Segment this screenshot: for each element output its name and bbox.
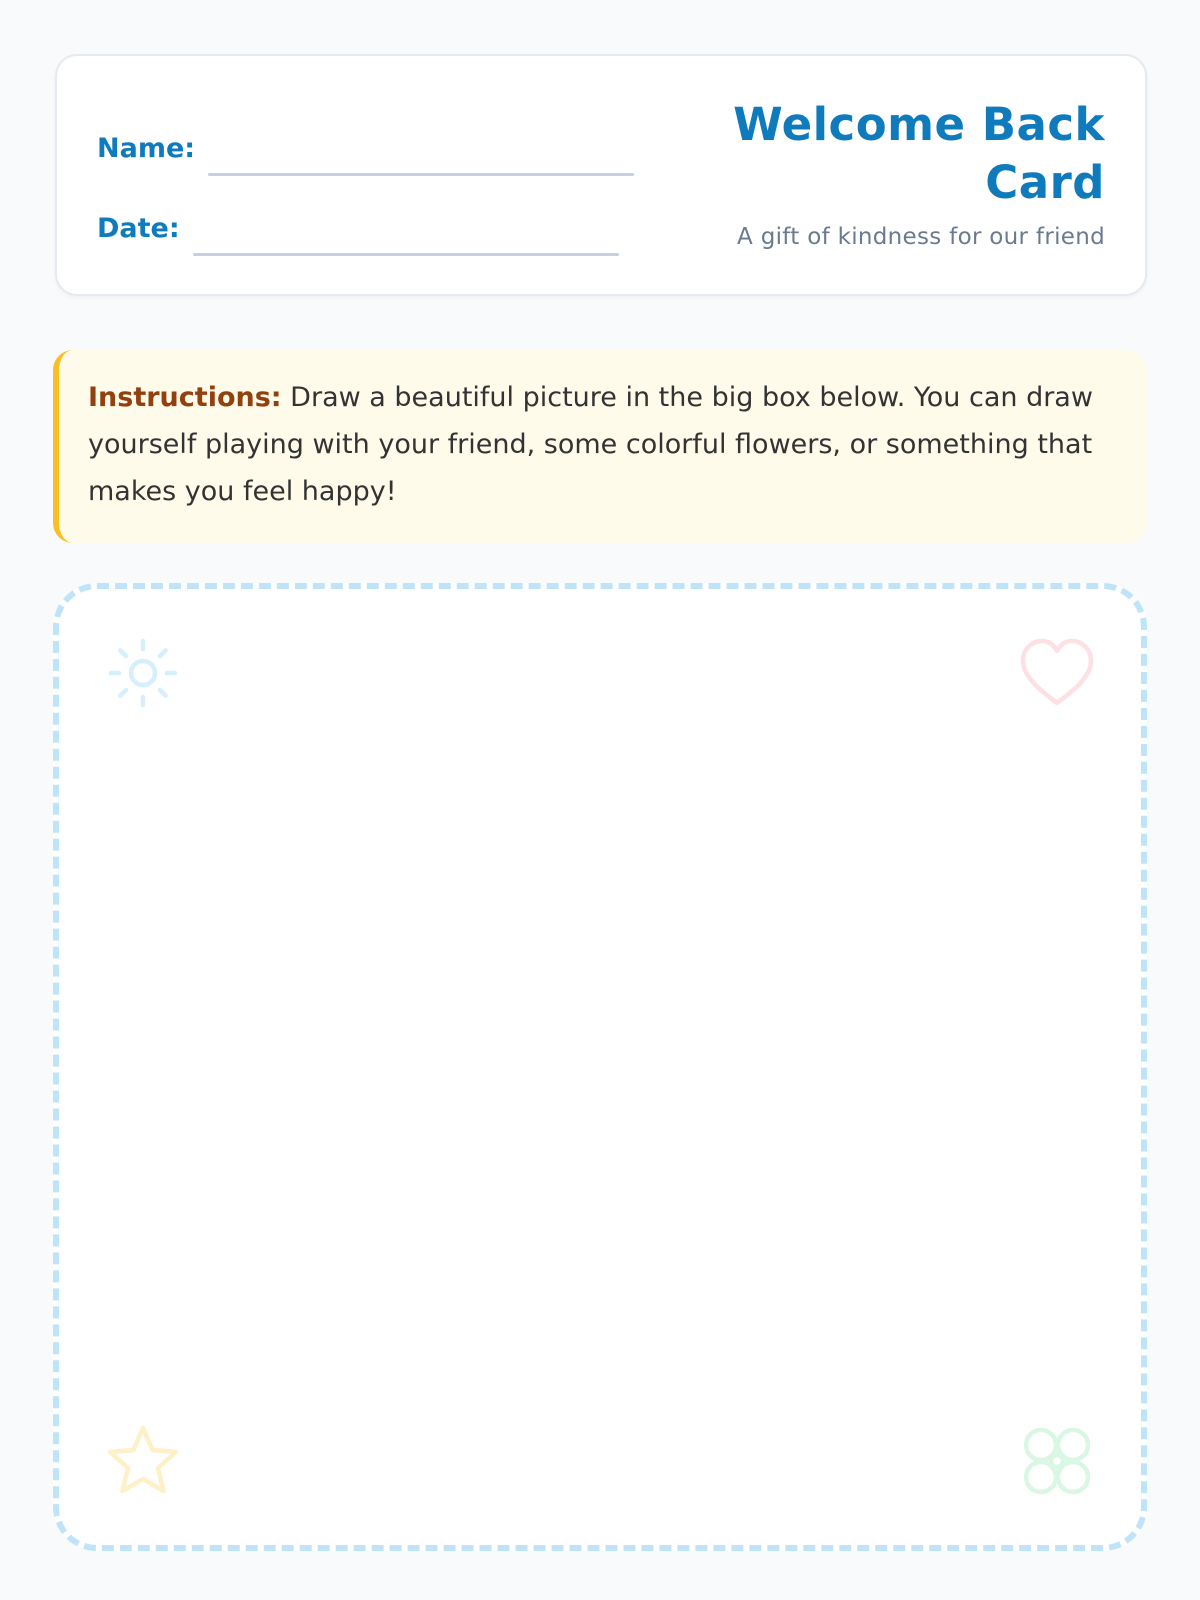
sun-icon xyxy=(103,633,183,713)
instructions-text xyxy=(88,374,1119,515)
flower-icon xyxy=(1017,1421,1097,1501)
date-write-line[interactable] xyxy=(193,253,619,256)
date-field xyxy=(97,210,619,248)
name-field xyxy=(97,130,634,168)
instructions-label: Instructions: xyxy=(88,382,282,413)
name-write-line[interactable] xyxy=(208,173,634,176)
instructions-body: Draw a beautiful picture in the big box below. You can draw yourself playing with your friend, some colorful flowers, or something that makes you feel happy! xyxy=(88,382,1093,507)
card-subtitle: A gift of kindness for our friend xyxy=(737,224,1105,250)
instructions-box xyxy=(53,350,1147,543)
date-label: Date: xyxy=(97,213,180,244)
star-icon xyxy=(103,1421,183,1501)
drawing-area[interactable] xyxy=(53,583,1147,1551)
title-block xyxy=(665,96,1105,250)
name-label: Name: xyxy=(97,133,196,164)
heart-icon xyxy=(1017,633,1097,713)
card-title: Welcome Back Card xyxy=(733,98,1105,209)
header-card xyxy=(55,54,1147,296)
